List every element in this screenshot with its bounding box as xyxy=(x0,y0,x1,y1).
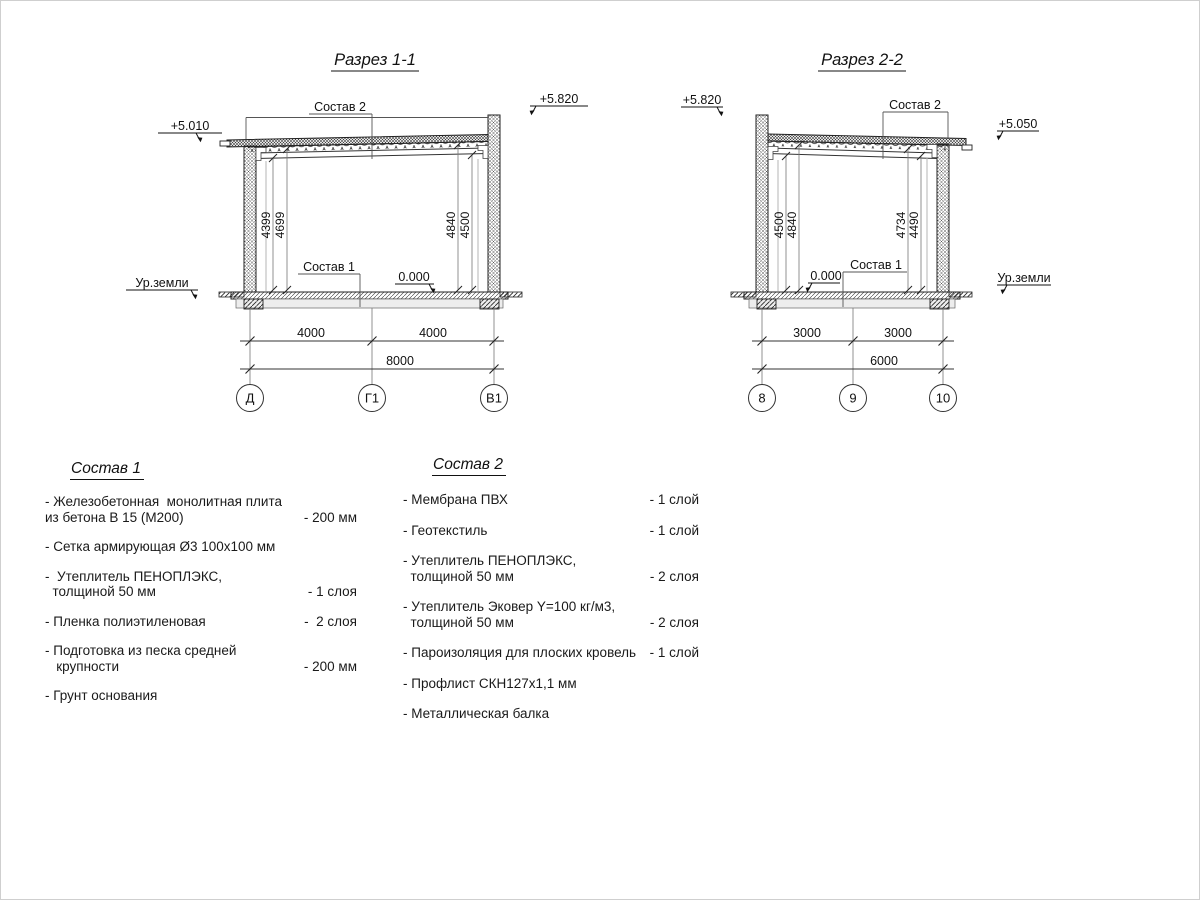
dim-span-1: 4000 xyxy=(297,326,325,340)
item-value: - 2 слоя xyxy=(304,613,357,629)
dim-4500: 4500 xyxy=(458,211,472,239)
item-value: - 1 слоя xyxy=(307,584,357,599)
comp1-label: Состав 1 xyxy=(850,258,902,272)
item-text: толщиной 50 мм xyxy=(403,568,514,584)
item-text: - Мембрана ПВХ xyxy=(403,492,508,507)
elev-left-mark xyxy=(158,119,222,142)
ground-level-mark xyxy=(997,271,1051,294)
dim-span-1: 3000 xyxy=(793,326,821,340)
item-text: из бетона В 15 (М200) xyxy=(45,509,184,525)
list-item xyxy=(403,645,699,661)
dim-4840: 4840 xyxy=(785,211,799,239)
extension-lines xyxy=(762,308,943,384)
elev-right-mark xyxy=(530,92,588,115)
sand-layer xyxy=(749,299,955,308)
svg-text:Ур.земли: Ур.земли xyxy=(135,276,189,290)
axis-label-1: Д xyxy=(245,390,255,406)
foundation-block-right xyxy=(480,299,499,309)
roof-edge-block xyxy=(220,141,230,146)
floor-slab xyxy=(231,292,508,299)
svg-text:0.000: 0.000 xyxy=(810,269,842,283)
axis-bubbles xyxy=(749,385,957,412)
svg-text:Ур.земли: Ур.земли xyxy=(997,271,1051,285)
axis-label-2: Г1 xyxy=(364,390,380,406)
axis-label-1: 8 xyxy=(758,390,766,406)
dim-total: 6000 xyxy=(870,354,898,368)
comp-list-2 xyxy=(403,492,699,737)
item-value: - 2 слоя xyxy=(649,614,699,630)
item-text: - Утеплитель ПЕНОПЛЭКС, xyxy=(403,553,577,568)
item-value: - 1 слой xyxy=(649,645,699,660)
right-corbel xyxy=(927,145,937,158)
list-item xyxy=(403,492,699,508)
zero-level-mark xyxy=(806,269,842,292)
dim-total: 8000 xyxy=(386,354,414,368)
dim-4500: 4500 xyxy=(772,211,786,239)
list-item xyxy=(45,539,357,555)
item-text: толщиной 50 мм xyxy=(403,614,514,630)
roof-edge-block xyxy=(962,145,972,150)
comp-list-2-title: Состав 2 xyxy=(432,456,506,474)
item-value: - 1 слой xyxy=(649,492,699,507)
item-value: - 200 мм xyxy=(303,509,357,525)
comp2-label: Состав 2 xyxy=(314,100,366,114)
foundation-block-left xyxy=(757,299,776,309)
foundation-block-left xyxy=(244,299,263,309)
extension-lines xyxy=(250,308,494,384)
comp-list-1-title: Состав 1 xyxy=(70,460,144,478)
right-corbel xyxy=(478,146,488,159)
right-wall xyxy=(937,144,949,292)
floor-slab xyxy=(744,292,960,299)
left-corbel xyxy=(768,147,778,160)
dim-4840: 4840 xyxy=(444,211,458,239)
item-text: - Утеплитель Эковер Y=100 кг/м3, xyxy=(403,599,616,614)
list-item xyxy=(45,494,357,525)
list-item xyxy=(403,599,699,630)
section-title: Разрез 2-2 xyxy=(821,51,903,69)
item-text: - Сетка армирующая Ø3 100х100 мм xyxy=(45,539,276,554)
section-title: Разрез 1-1 xyxy=(334,51,416,69)
item-text: - Профлист СКН127х1,1 мм xyxy=(403,675,577,691)
zero-level-mark xyxy=(395,270,435,293)
foundation-block-right xyxy=(930,299,949,309)
svg-text:0.000: 0.000 xyxy=(398,270,430,284)
item-text: - Пароизоляция для плоских кровель xyxy=(403,645,637,660)
comp1-label: Состав 1 xyxy=(303,260,355,274)
item-text: - Геотекстиль xyxy=(403,522,488,538)
svg-text:+5.010: +5.010 xyxy=(170,119,210,133)
item-text: - Подготовка из песка средней xyxy=(45,643,237,658)
dim-4734: 4734 xyxy=(894,211,908,239)
sections-canvas xyxy=(0,0,1200,440)
list-item xyxy=(403,706,699,722)
left-parapet-wall xyxy=(756,115,768,292)
axis-label-3: 10 xyxy=(935,390,951,406)
list-item xyxy=(403,553,699,584)
elev-right-mark xyxy=(997,117,1039,140)
item-text: толщиной 50 мм xyxy=(45,584,156,599)
beam-bottom-line xyxy=(768,154,937,159)
list-item xyxy=(45,688,357,704)
axis-label-2: 9 xyxy=(849,390,857,406)
list-item xyxy=(403,523,699,539)
item-text: - Металлическая балка xyxy=(403,706,550,721)
item-text: крупности xyxy=(45,658,120,674)
item-text: - Железобетонная монолитная плита xyxy=(45,494,283,509)
list-item xyxy=(45,614,357,630)
section-1-1-drawing xyxy=(126,51,588,412)
dim-4699: 4699 xyxy=(273,211,287,239)
item-value: - 200 мм xyxy=(303,658,357,674)
item-value: - 2 слоя xyxy=(649,568,699,584)
list-item xyxy=(403,676,699,692)
comp-list-1 xyxy=(45,494,357,718)
elev-left-mark xyxy=(681,93,723,116)
item-text: - Пленка полиэтиленовая xyxy=(45,613,206,629)
sand-layer xyxy=(236,299,503,308)
dim-span-2: 4000 xyxy=(419,326,447,340)
left-wall xyxy=(244,146,256,292)
comp2-label: Состав 2 xyxy=(889,98,941,112)
svg-text:+5.050: +5.050 xyxy=(998,117,1038,131)
item-text: - Утеплитель ПЕНОПЛЭКС, xyxy=(45,568,223,584)
right-parapet-wall xyxy=(488,115,500,292)
dim-4490: 4490 xyxy=(907,211,921,239)
dim-span-2: 3000 xyxy=(884,326,912,340)
svg-text:+5.820: +5.820 xyxy=(682,93,722,107)
ground-level-mark xyxy=(126,276,198,299)
axis-label-3: В1 xyxy=(486,390,502,406)
axis-bubbles xyxy=(237,385,508,412)
list-item xyxy=(45,643,357,674)
list-item xyxy=(45,569,357,600)
item-value: - 1 слой xyxy=(649,522,699,538)
svg-text:+5.820: +5.820 xyxy=(539,92,579,106)
section-2-2-drawing xyxy=(681,51,1051,412)
dim-4399: 4399 xyxy=(259,211,273,239)
item-text: - Грунт основания xyxy=(45,688,158,703)
